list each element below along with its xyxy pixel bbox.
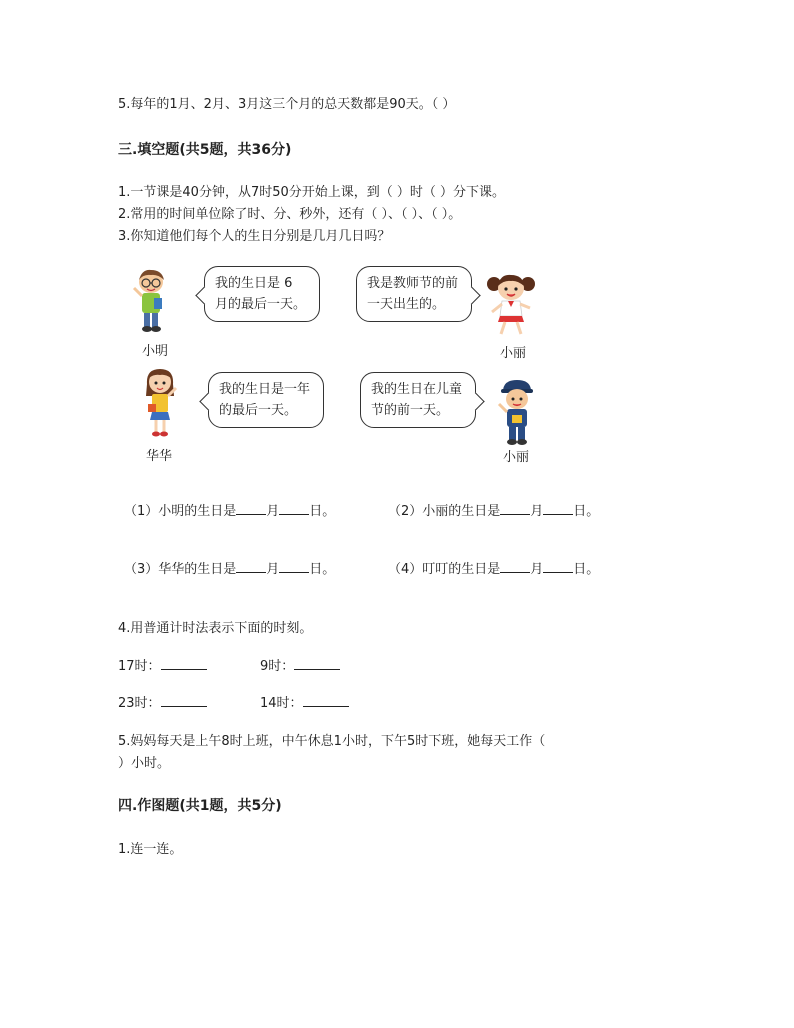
answer-1-day-blank[interactable] bbox=[279, 500, 309, 515]
bubble-text-xiaoli-bottom: 我的生日在儿童节的前一天。 bbox=[371, 382, 463, 418]
bubble-tail bbox=[466, 392, 484, 410]
answer-3-month-blank[interactable] bbox=[236, 558, 266, 573]
time-23-label: 23时： bbox=[118, 696, 161, 711]
section-3-title: 三.填空题(共5题，共36分) bbox=[118, 142, 292, 158]
time-17-label: 17时： bbox=[118, 659, 161, 674]
time-row-23 bbox=[118, 692, 207, 711]
time-14-blank[interactable] bbox=[303, 692, 349, 707]
answer-4-label: （4）叮叮的生日是 bbox=[388, 562, 501, 577]
day-label: 日。 bbox=[573, 504, 600, 519]
bubble-tail bbox=[195, 286, 213, 304]
bubble-tail bbox=[462, 286, 480, 304]
name-huahua: 华华 bbox=[146, 449, 173, 464]
bubble-tail bbox=[199, 392, 217, 410]
answer-4-month-blank[interactable] bbox=[500, 558, 530, 573]
fill-question-1: 1.一节课是40分钟，从7时50分开始上课，到（ ）时（ ）分下课。 bbox=[118, 185, 506, 200]
answer-row-1 bbox=[124, 500, 335, 519]
huahua-figure bbox=[138, 366, 182, 438]
day-label: 日。 bbox=[309, 562, 336, 577]
answer-row-3 bbox=[124, 558, 335, 577]
xiaoming-figure bbox=[128, 268, 174, 334]
answer-row-2 bbox=[388, 500, 599, 519]
answer-1-month-blank[interactable] bbox=[236, 500, 266, 515]
answer-row-4 bbox=[388, 558, 599, 577]
name-xiaoming: 小明 bbox=[142, 344, 169, 359]
month-label: 月 bbox=[266, 504, 280, 519]
month-label: 月 bbox=[530, 504, 544, 519]
speech-bubble-xiaoli-bottom bbox=[360, 372, 476, 428]
speech-bubble-huahua bbox=[208, 372, 324, 428]
month-label: 月 bbox=[266, 562, 280, 577]
answer-1-label: （1）小明的生日是 bbox=[124, 504, 237, 519]
name-xiaoli-bottom: 小丽 bbox=[503, 450, 530, 465]
bubble-text-huahua: 我的生日是一年的最后一天。 bbox=[219, 382, 311, 418]
answer-2-label: （2）小丽的生日是 bbox=[388, 504, 501, 519]
time-14-label: 14时： bbox=[260, 696, 303, 711]
fill-question-2: 2.常用的时间单位除了时、分、秒外，还有（ ）、（ ）、（ ）。 bbox=[118, 207, 462, 222]
answer-3-day-blank[interactable] bbox=[279, 558, 309, 573]
true-false-question-5: 5.每年的1月、2月、3月这三个月的总天数都是90天。（ ） bbox=[118, 97, 456, 112]
bubble-text-xiaoming: 我的生日是 6 月的最后一天。 bbox=[215, 276, 307, 312]
time-row-17 bbox=[118, 655, 207, 674]
fill-question-5-line-1: 5.妈妈每天是上午8时上班，中午休息1小时，下午5时下班，她每天工作（ bbox=[118, 734, 546, 749]
day-label: 日。 bbox=[309, 504, 336, 519]
day-label: 日。 bbox=[573, 562, 600, 577]
fill-question-3: 3.你知道他们每个人的生日分别是几月几日吗？ bbox=[118, 229, 391, 244]
month-label: 月 bbox=[530, 562, 544, 577]
bubble-text-xiaoli-top: 我是教师节的前一天出生的。 bbox=[367, 276, 459, 312]
answer-3-label: （3）华华的生日是 bbox=[124, 562, 237, 577]
speech-bubble-xiaoli-top bbox=[356, 266, 472, 322]
section-4-title: 四.作图题(共1题，共5分) bbox=[118, 798, 282, 814]
speech-bubble-xiaoming bbox=[204, 266, 320, 322]
time-9-label: 9时： bbox=[260, 659, 295, 674]
xiaoli-bottom-figure bbox=[494, 378, 540, 448]
draw-question-1: 1.连一连。 bbox=[118, 842, 183, 857]
fill-question-5-line-2: ）小时。 bbox=[118, 756, 171, 771]
time-23-blank[interactable] bbox=[161, 692, 207, 707]
time-9-blank[interactable] bbox=[294, 655, 340, 670]
answer-4-day-blank[interactable] bbox=[543, 558, 573, 573]
fill-question-4: 4.用普通计时法表示下面的时刻。 bbox=[118, 621, 313, 636]
xiaoli-top-figure bbox=[484, 272, 538, 338]
answer-2-day-blank[interactable] bbox=[543, 500, 573, 515]
time-17-blank[interactable] bbox=[161, 655, 207, 670]
time-row-14 bbox=[260, 692, 349, 711]
name-xiaoli-top: 小丽 bbox=[500, 346, 527, 361]
answer-2-month-blank[interactable] bbox=[500, 500, 530, 515]
time-row-9 bbox=[260, 655, 340, 674]
